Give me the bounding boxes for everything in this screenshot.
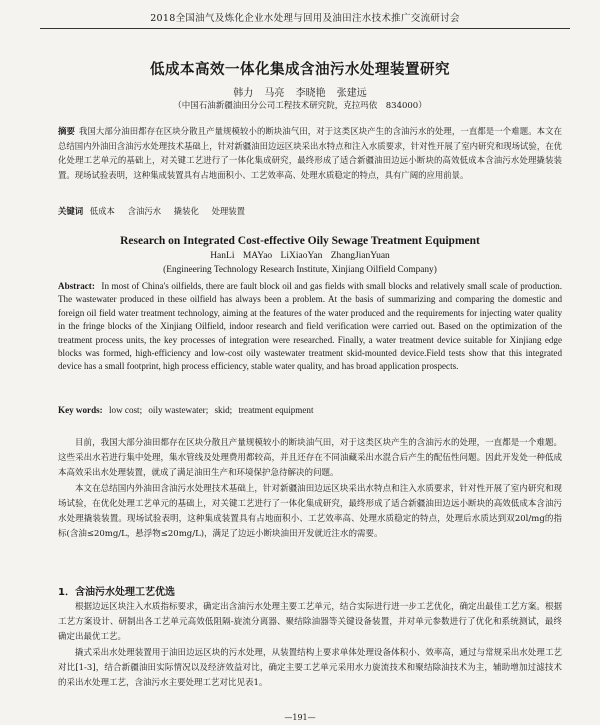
keywords-cn xyxy=(58,205,562,217)
author-name: 马亮 xyxy=(264,88,285,99)
abstract-label-en: Abstract: xyxy=(58,281,95,291)
abstract-text-en: In most of China's oilfields, there are fault block oil and gas fields with small blocks and relatively small scale of production. The wastewater produced in these oilfield has always been a problem. At the basis of summarizing and comparing the domestic and foreign oil field water treatment technology, aiming at the features of the water produced and the requirements for injecting water quality in the fringe blocks of the Xinjiang Oilfield, indoor research and field verification were carried out. Based on the optimization of the treatment process units, the key processes of integration were researched. Finally, a water treatment device suitable for Xinjiang edge blocks was formed, high-efficiency and low-cost oily wastewater treatment skid-mounted device.Field tests show that this integrated device has a small footprint, high process efficiency, stable water quality, and has broad application prospects. xyxy=(58,281,562,372)
body-paragraph: 撬式采出水处理装置用于油田边远区块的污水处理，从装置结构上要求单体处理设备体积小、效率高，通过与常规采出水处理工艺对比[1-3]，结合新疆油田实际情况以及经济效益对比，确定主要工艺单元采用水力旋流技术和聚结除油技术为主，辅助增加过滤技术的采出水处理工艺，含油污水主要处理工艺对比见表1。 xyxy=(58,647,562,689)
introduction xyxy=(58,436,562,542)
body-paragraph: 根据边远区块注入水质指标要求，确定出含油污水处理主要工艺单元，结合实际进行进一步工艺优化，确定出最佳工艺方案。根据工艺方案设计、研制出各工艺单元高效低阻隔-旋流分离器、聚结除油器等关键设备装置，并对单元参数进行了优化和系统测试，最终确定出最优工艺。 xyxy=(58,602,562,643)
abstract-text-cn: 我国大部分油田都存在区块分散且产量规模较小的断块油气田，对于这类区块产生的含油污水的处理，一直都是一个难题。本文在总结国内外油田含油污水处理技术基础上，针对新疆油田边远区块采出水特点和注入水质要求，针对性开展了室内研究和现场试验，在优化处理工艺单元的基础上，对关键工艺进行了一体化集成研究，最终形成了适合新疆油田边远小断块的高效低成本含油污水处理撬装装置。现场试验表明，这种集成装置具有占地面积小、工艺效率高、处理水质稳定的特点，具有广阔的应用前景。 xyxy=(58,126,562,180)
author-name: 韩力 xyxy=(233,88,254,99)
section-body xyxy=(58,600,562,691)
keyword: skid; xyxy=(214,405,233,415)
keywords-label-en: Key words: xyxy=(58,405,103,415)
author-name: HanLi xyxy=(210,251,235,261)
keyword: 低成本 xyxy=(89,206,115,216)
body-paragraph: 本文在总结国内外油田含油污水处理技术基础上，针对新疆油田边远区块采出水特点和注入水质要求，针对性开展了室内研究和现场试验，在优化处理工艺单元的基础上，对关键工艺进行了一体化集成研究，最终形成了适合新疆油田边远小断块的高效低成本含油污水处理撬装装置。现场试验表明，这种集成装置具有占地面积小、工艺效率高、处理水质稳定的特点，处理后水质达到双20l/mg的指标(含油≤20mg/L，悬浮物≤20mg/L)，满足了边远小断块油田开发就近注水的需要。 xyxy=(58,483,562,540)
keyword: 撬装化 xyxy=(173,206,199,216)
author-list-cn xyxy=(0,84,600,99)
author-name: MAYao xyxy=(242,251,273,261)
author-name: LiXiaoYan xyxy=(280,251,323,261)
author-list-en xyxy=(0,251,600,261)
keywords-en xyxy=(58,405,562,415)
keyword: 处理装置 xyxy=(211,206,246,216)
keyword: oily wastewater; xyxy=(148,405,209,415)
page-number: —191— xyxy=(284,713,316,722)
author-name: 李晓艳 xyxy=(295,88,326,99)
body-paragraph: 目前，我国大部分油田都存在区块分散且产量规模较小的断块油气田，对于这类区块产生的含油污水的处理，一直都是一个难题。这些采出水若进行集中处理，集水管线及处理费用都较高，并且还存在不同油藏采出水混合后产生的配伍性问题。因此开发处一种低成本高效采出水处理装置，就成了满足油田生产和环境保护急待解决的问题。 xyxy=(58,438,562,479)
paper-title-cn: 低成本高效一体化集成含油污水处理装置研究 xyxy=(150,61,450,78)
affiliation-en: (Engineering Technology Research Institute, Xinjiang Oilfield Company) xyxy=(163,265,437,275)
running-header: 2018全国油气及炼化企业水处理与回用及油田注水技术推广交流研讨会 xyxy=(40,10,570,29)
author-name: 张建远 xyxy=(336,88,367,99)
abstract-cn xyxy=(58,124,562,182)
keywords-label-cn: 关键词 xyxy=(58,206,84,216)
abstract-en xyxy=(58,280,562,374)
paper-title-en: Research on Integrated Cost-effective Oily Sewage Treatment Equipment xyxy=(120,235,480,247)
author-name: ZhangJianYuan xyxy=(330,251,390,261)
abstract-label-cn: 摘要 xyxy=(58,126,75,136)
keyword: low cost; xyxy=(109,405,143,415)
keyword: 含油污水 xyxy=(127,206,162,216)
keyword: treatment equipment xyxy=(238,405,314,415)
affiliation-cn: （中国石油新疆油田分公司工程技术研究院，克拉玛依 834000） xyxy=(173,101,427,111)
section-heading: 1．含油污水处理工艺优选 xyxy=(58,587,175,598)
